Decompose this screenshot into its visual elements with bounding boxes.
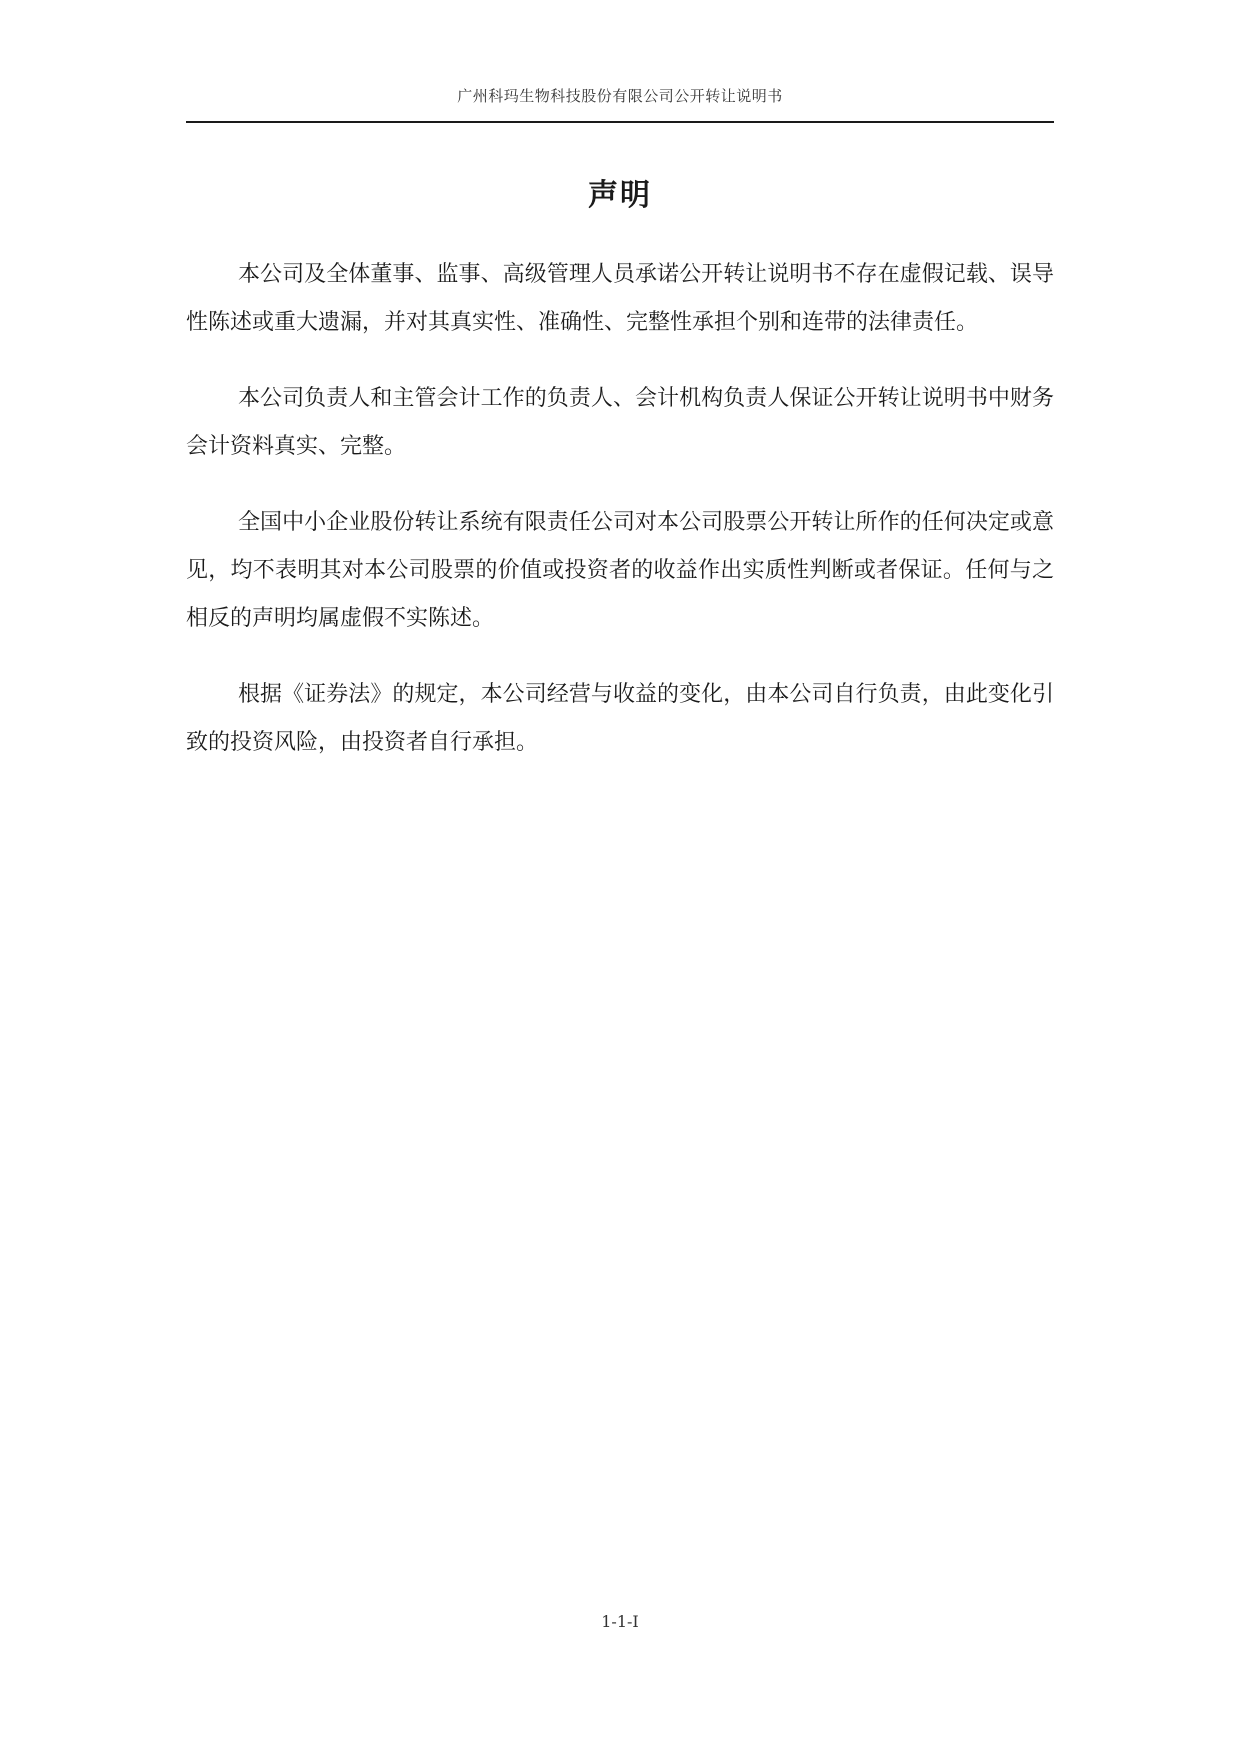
declaration-body [186, 251, 1054, 795]
running-header: 广州科玛生物科技股份有限公司公开转让说明书 [457, 87, 783, 105]
page-number: 1-1-I [601, 1612, 639, 1631]
paragraph-1: 本公司及全体董事、监事、高级管理人员承诺公开转让说明书不存在虚假记载、误导性陈述或重大遗漏，并对其真实性、准确性、完整性承担个别和连带的法律责任。 [186, 262, 1054, 335]
header-divider [186, 121, 1054, 123]
paragraph-4: 根据《证券法》的规定，本公司经营与收益的变化，由本公司自行负责，由此变化引致的投资风险，由投资者自行承担。 [186, 682, 1054, 755]
paragraph-3: 全国中小企业股份转让系统有限责任公司对本公司股票公开转让所作的任何决定或意见，均不表明其对本公司股票的价值或投资者的收益作出实质性判断或者保证。任何与之相反的声明均属虚假不实陈述。 [186, 510, 1054, 631]
page-title: 声明 [588, 178, 652, 213]
paragraph-2: 本公司负责人和主管会计工作的负责人、会计机构负责人保证公开转让说明书中财务会计资料真实、完整。 [186, 386, 1054, 459]
